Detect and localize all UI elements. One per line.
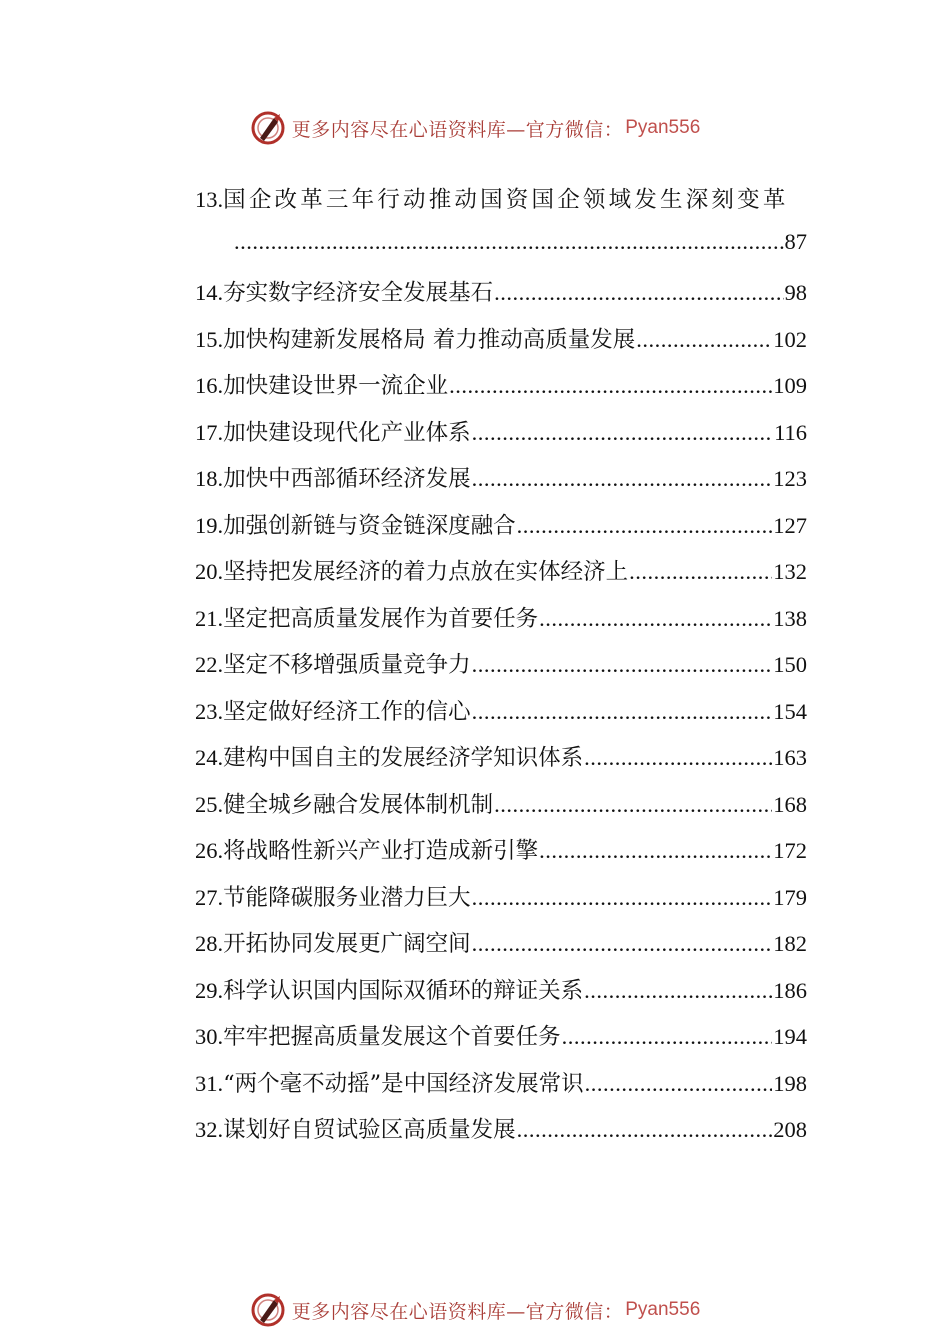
- dot-leader: [636, 327, 772, 353]
- toc-entry-number: 22.: [195, 652, 224, 677]
- toc-entry-24[interactable]: [195, 740, 807, 787]
- dot-leader: [472, 931, 773, 957]
- toc-entry-number: 26.: [195, 838, 224, 863]
- dot-leader: [629, 559, 772, 585]
- footer-banner: [0, 1290, 950, 1330]
- toc-entry-18[interactable]: [195, 461, 807, 508]
- wechat-id: Pyan556: [625, 117, 701, 138]
- toc-entry-16[interactable]: [195, 368, 807, 415]
- dot-leader: [584, 978, 772, 1004]
- toc-entry-30[interactable]: [195, 1019, 807, 1066]
- toc-entry-23[interactable]: [195, 694, 807, 741]
- toc-entry-21[interactable]: [195, 601, 807, 648]
- dot-leader: [472, 466, 773, 492]
- toc-entry-26[interactable]: [195, 833, 807, 880]
- toc-entry-page: 194: [773, 1024, 807, 1049]
- toc-entry-title: 科学认识国内国际双循环的辩证关系: [223, 977, 584, 1004]
- dot-leader: [449, 373, 772, 399]
- toc-entry-15[interactable]: [195, 322, 807, 369]
- dot-leader: [494, 280, 783, 306]
- toc-entry-page: 179: [773, 884, 807, 910]
- toc-entry-number: 23.: [195, 698, 224, 724]
- toc-entry-32[interactable]: [195, 1112, 807, 1159]
- toc-entry-31[interactable]: [195, 1066, 807, 1113]
- toc-entry-title: 夯实数字经济安全发展基石: [223, 280, 494, 306]
- toc-entry-number: 20.: [195, 559, 224, 584]
- wechat-id: Pyan556: [625, 1299, 701, 1320]
- toc-entry-page: 138: [773, 605, 807, 631]
- toc-entry-page: 102: [773, 326, 807, 352]
- toc-entry-title: “两个毫不动摇”是中国经济发展常识: [223, 1070, 584, 1097]
- toc-entry-page: 163: [773, 745, 807, 770]
- dot-leader: [539, 838, 772, 864]
- toc-entry-page: 172: [773, 838, 807, 863]
- header-banner: [0, 108, 950, 148]
- toc-entry-19[interactable]: [195, 508, 807, 555]
- toc-entry-number: 18.: [195, 466, 224, 491]
- toc-entry-number: 28.: [195, 931, 224, 956]
- toc-entry-title: 坚定不移增强质量竞争力: [223, 652, 471, 678]
- toc-entry-14[interactable]: [195, 275, 807, 322]
- toc-entry-number: 24.: [195, 745, 224, 770]
- dot-leader: [585, 1071, 773, 1097]
- dot-leader: [472, 885, 773, 911]
- toc-entry-27[interactable]: [195, 880, 807, 927]
- toc-entry-number: 16.: [195, 373, 224, 398]
- toc-entry-title: 加快建设现代化产业体系: [223, 419, 471, 446]
- toc-entry-title: 国企改革三年行动推动国资国企领域发生深刻变革: [223, 187, 789, 213]
- toc-entry-page: 154: [773, 698, 807, 724]
- toc-entry-page: 150: [773, 652, 807, 677]
- toc-entry-title: 健全城乡融合发展体制机制: [223, 791, 494, 818]
- toc-entry-title: 加强创新链与资金链深度融合: [223, 512, 516, 539]
- toc-entry-page: 98: [784, 280, 807, 305]
- toc-entry-page: 198: [773, 1070, 807, 1096]
- toc-entry-page: 109: [773, 373, 807, 398]
- toc-entry-number: 15.: [195, 326, 224, 352]
- toc-entry-page: 168: [773, 791, 807, 817]
- toc-entry-page: 208: [773, 1117, 807, 1142]
- toc-entry-page: 132: [773, 559, 807, 584]
- dot-leader: [539, 606, 772, 632]
- banner-text: 更多内容尽在心语资料库—官方微信：: [291, 1300, 624, 1323]
- dot-leader: [562, 1024, 773, 1050]
- toc-entry-25[interactable]: [195, 787, 807, 834]
- toc-entry-title: 开拓协同发展更广阔空间: [223, 931, 471, 957]
- toc-entry-title: 坚定做好经济工作的信心: [223, 698, 471, 725]
- toc-entry-title: 谋划好自贸试验区高质量发展: [223, 1117, 516, 1143]
- pen-nib-logo-icon: [250, 1292, 286, 1328]
- toc-entry-17[interactable]: [195, 415, 807, 462]
- toc-entry-title: 坚持把发展经济的着力点放在实体经济上: [223, 559, 629, 585]
- dot-leader: [472, 652, 773, 678]
- table-of-contents: [195, 182, 807, 1159]
- toc-entry-20[interactable]: [195, 554, 807, 601]
- toc-entry-number: 25.: [195, 791, 224, 817]
- toc-entry-title: 建构中国自主的发展经济学知识体系: [223, 745, 584, 771]
- toc-entry-number: 19.: [195, 512, 224, 538]
- toc-entry-29[interactable]: [195, 973, 807, 1020]
- toc-entry-page: 186: [773, 977, 807, 1003]
- toc-entry-number: 29.: [195, 977, 224, 1003]
- banner-text: 更多内容尽在心语资料库—官方微信：: [291, 118, 624, 141]
- toc-entry-title: 加快中西部循环经济发展: [223, 466, 471, 492]
- toc-entry-page: 182: [773, 931, 807, 956]
- toc-entry-number: 27.: [195, 884, 224, 910]
- toc-entry-13[interactable]: [195, 182, 807, 229]
- dot-leader: [472, 699, 773, 725]
- dot-leader: [494, 792, 772, 818]
- toc-entry-title: 加快构建新发展格局 着力推动高质量发展: [223, 326, 636, 353]
- toc-entry-title: 牢牢把握高质量发展这个首要任务: [223, 1024, 561, 1050]
- dot-leader: [472, 420, 773, 446]
- toc-entry-page: 123: [773, 466, 807, 491]
- toc-entry-13-continuation[interactable]: [195, 229, 807, 276]
- toc-entry-title: 坚定把高质量发展作为首要任务: [223, 605, 539, 632]
- toc-entry-page: 87: [784, 228, 807, 254]
- toc-entry-page: 116: [774, 419, 807, 445]
- toc-entry-number: 30.: [195, 1024, 224, 1049]
- dot-leader: [584, 745, 772, 771]
- toc-entry-number: 32.: [195, 1117, 224, 1142]
- toc-entry-number: 13.: [195, 187, 224, 212]
- toc-entry-number: 31.: [195, 1070, 224, 1096]
- toc-entry-page: 127: [773, 512, 807, 538]
- toc-entry-number: 21.: [195, 605, 224, 631]
- toc-entry-number: 14.: [195, 280, 224, 305]
- dot-leader: [234, 229, 784, 255]
- dot-leader: [517, 1117, 773, 1143]
- dot-leader: [517, 513, 773, 539]
- toc-entry-title: 将战略性新兴产业打造成新引擎: [223, 838, 539, 864]
- toc-entry-number: 17.: [195, 419, 224, 445]
- toc-entry-title: 加快建设世界一流企业: [223, 373, 449, 399]
- toc-entry-22[interactable]: [195, 647, 807, 694]
- toc-entry-28[interactable]: [195, 926, 807, 973]
- toc-entry-title: 节能降碳服务业潜力巨大: [223, 884, 471, 911]
- pen-nib-logo-icon: [250, 110, 286, 146]
